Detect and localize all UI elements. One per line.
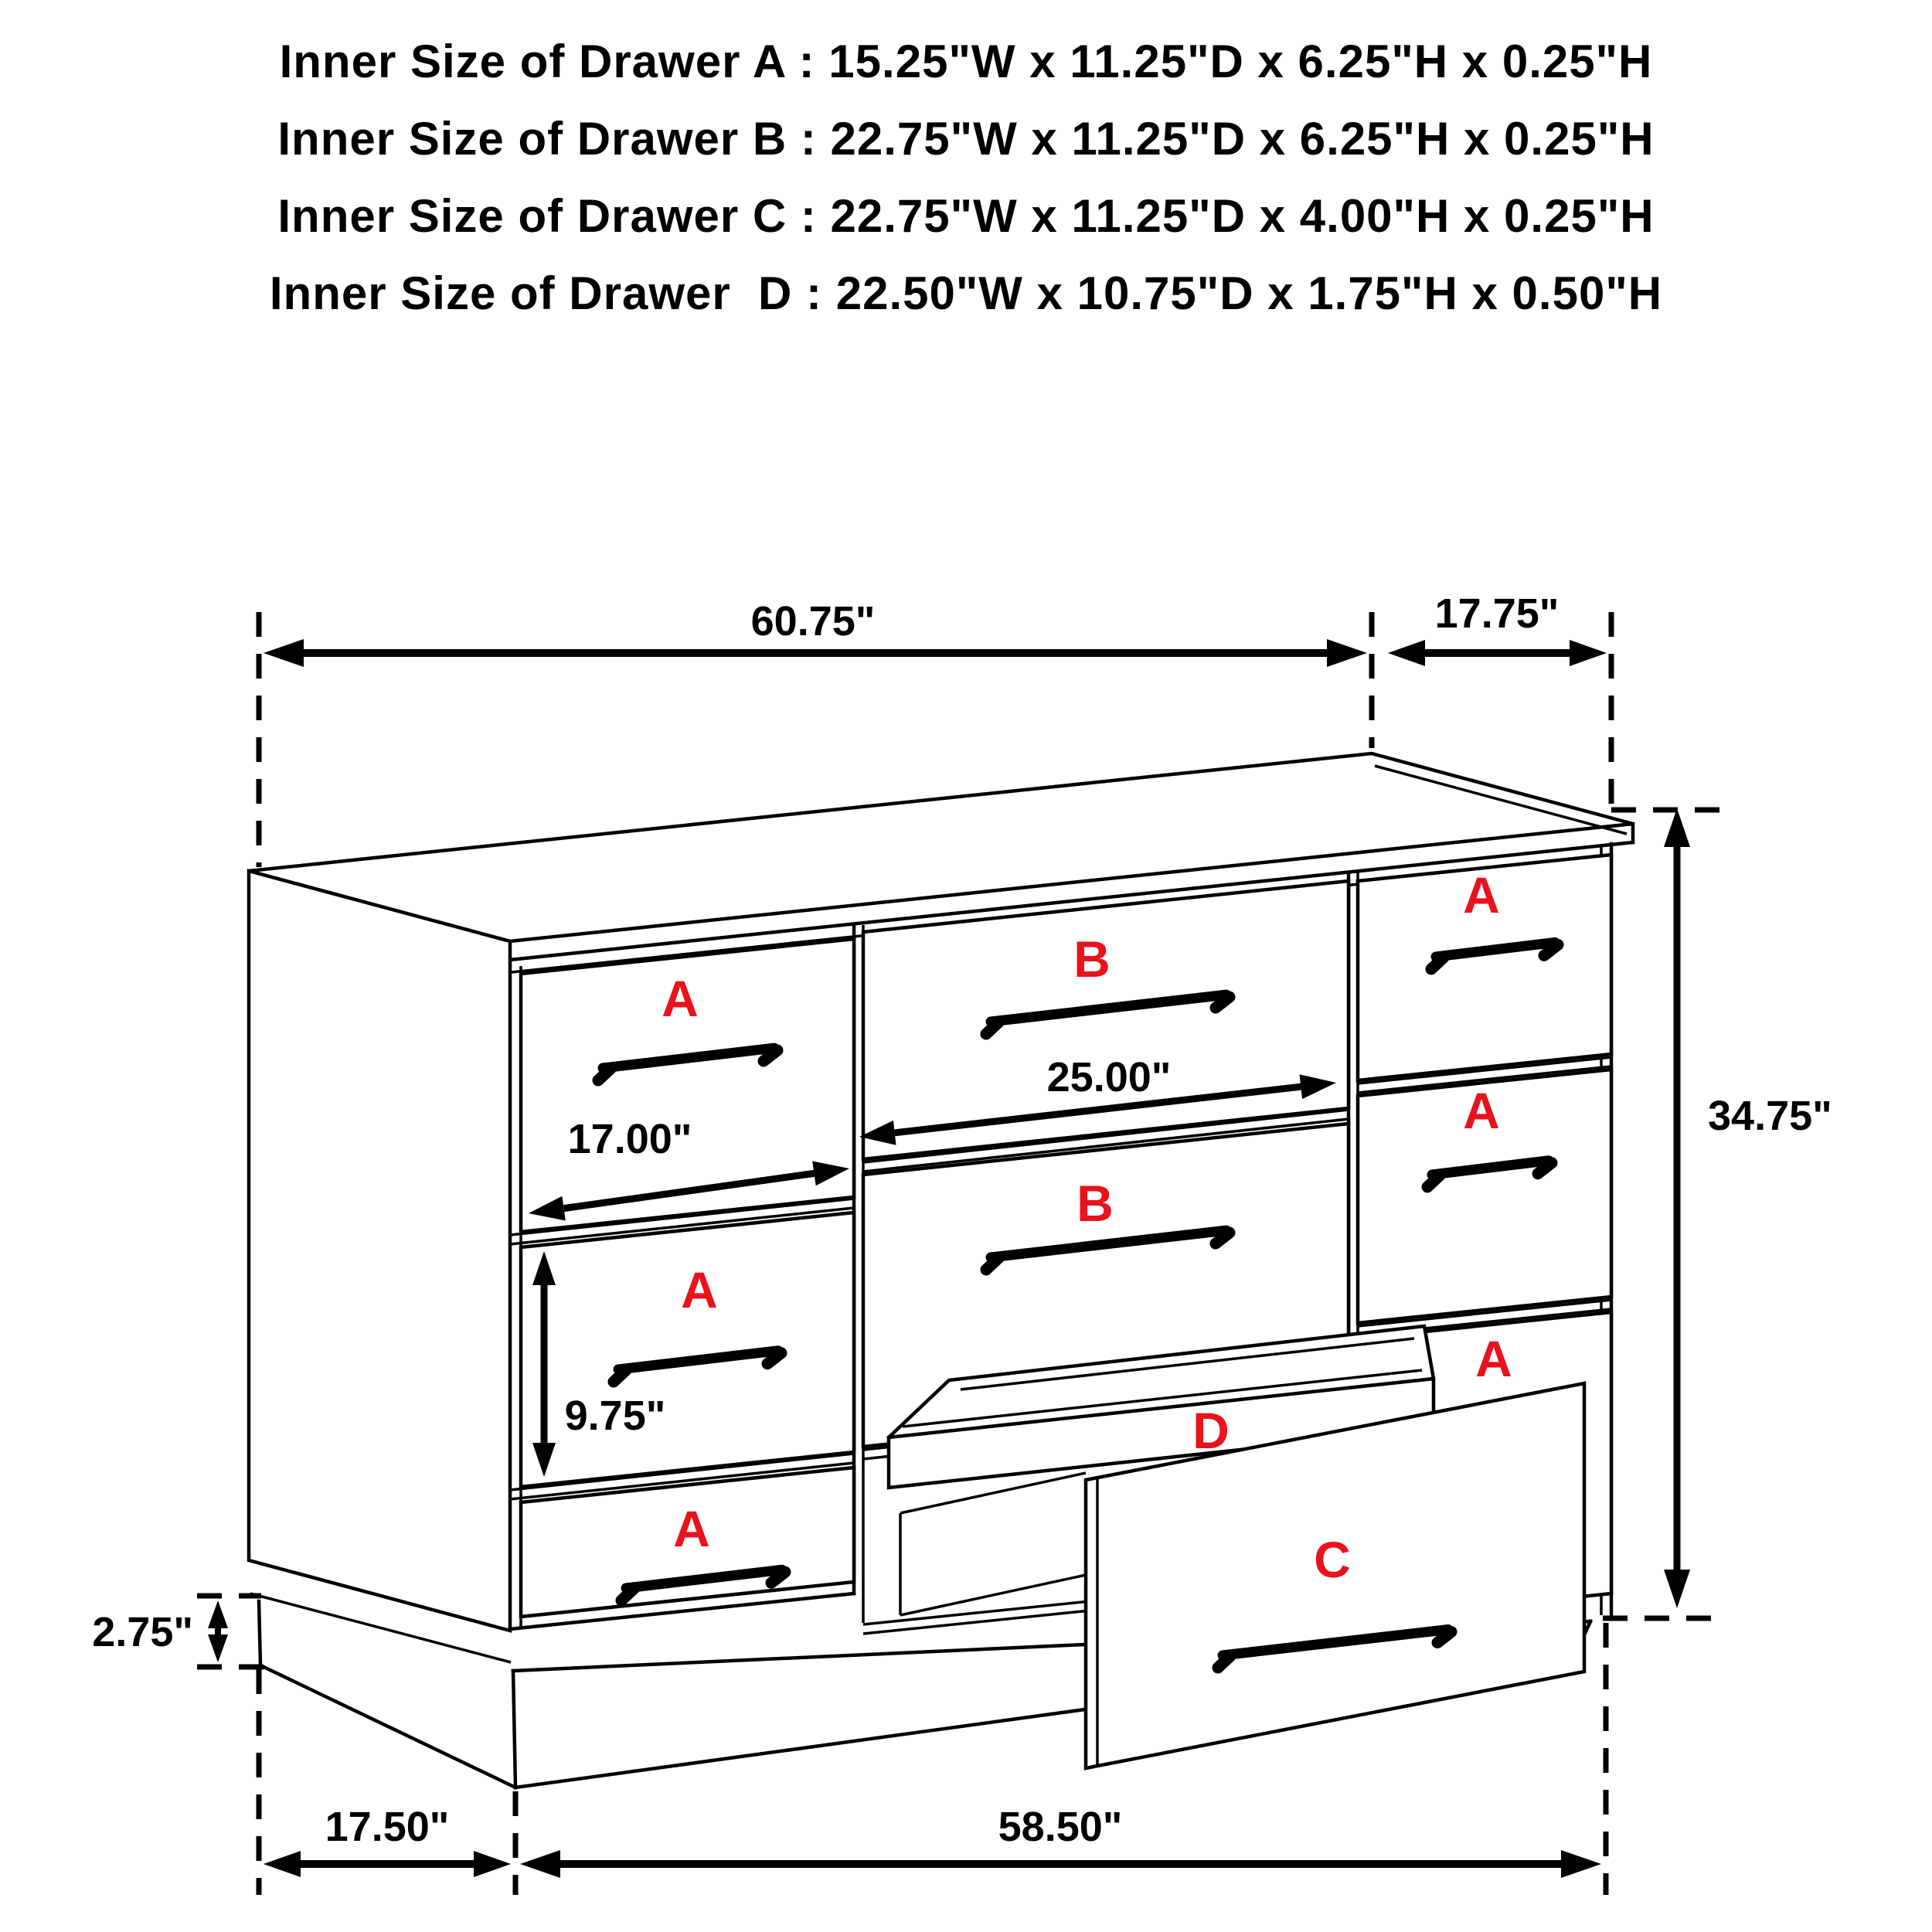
drawer-label-a3: A: [673, 1500, 710, 1557]
dim-bottom-depth-label: 17.50": [325, 1804, 450, 1850]
drawer-label-c: C: [1314, 1531, 1351, 1588]
dimension-arrow-head-5b: [208, 1634, 228, 1662]
dim-left-drawer-width-label: 17.00": [567, 1116, 692, 1162]
drawer-label-d: D: [1192, 1402, 1230, 1459]
dimension-arrow-head-2b: [474, 1851, 511, 1877]
left-side-panel: [249, 871, 510, 1631]
drawer-label-a4: A: [1463, 866, 1500, 923]
header-line-drawer-b: Inner Size of Drawer B : 22.75"W x 11.25"D x 6.25"H x 0.25"H: [277, 113, 1655, 165]
dimension-arrow-head-0a: [264, 639, 304, 667]
dimension-arrow-head-2a: [264, 1851, 301, 1877]
drawer-label-a5: A: [1463, 1082, 1500, 1139]
dim-drawer-front-height-label: 9.75": [564, 1393, 666, 1439]
dim-top-width-label: 60.75": [750, 598, 876, 645]
dim-top-depth-label: 17.75": [1434, 590, 1560, 637]
dim-base-height-label: 2.75": [92, 1609, 193, 1655]
drawer-front-b1: [863, 881, 1349, 1159]
drawer-front-a2: [521, 1213, 854, 1487]
header-line-drawer-c: Inner Size of Drawer C : 22.75"W x 11.25"D x 4.00"H x 0.25"H: [277, 190, 1655, 242]
dimension-arrow-head-1a: [1388, 640, 1425, 666]
dimension-arrow-head-0b: [1327, 639, 1367, 667]
dimension-arrow-head-3a: [520, 1850, 560, 1878]
dimension-arrow-head-4a: [1664, 808, 1690, 847]
dimension-arrow-head-5a: [208, 1600, 228, 1628]
dimension-arrow-head-3b: [1561, 1850, 1601, 1878]
drawer-label-b2: B: [1077, 1175, 1114, 1232]
dim-overall-height-label: 34.75": [1708, 1093, 1832, 1139]
drawer-label-b1: B: [1073, 930, 1111, 988]
header-line-drawer-d: Inner Size of Drawer D : 22.50"W x 10.75"D x 1.75"H x 0.50"H: [269, 267, 1663, 319]
drawer-label-a6: A: [1475, 1330, 1512, 1387]
drawer-label-a1: A: [662, 970, 699, 1027]
dimension-arrow-head-1b: [1570, 640, 1607, 666]
header-line-drawer-a: Inner Size of Drawer A : 15.25"W x 11.25"D x 6.25"H x 0.25"H: [279, 36, 1653, 87]
dim-bottom-width-label: 58.50": [998, 1804, 1123, 1850]
drawer-label-a2: A: [681, 1261, 718, 1318]
dimension-arrow-head-4b: [1664, 1570, 1690, 1608]
drawer-c-box-sides: [900, 1473, 1086, 1615]
dim-middle-drawer-width-label: 25.00": [1046, 1054, 1172, 1100]
